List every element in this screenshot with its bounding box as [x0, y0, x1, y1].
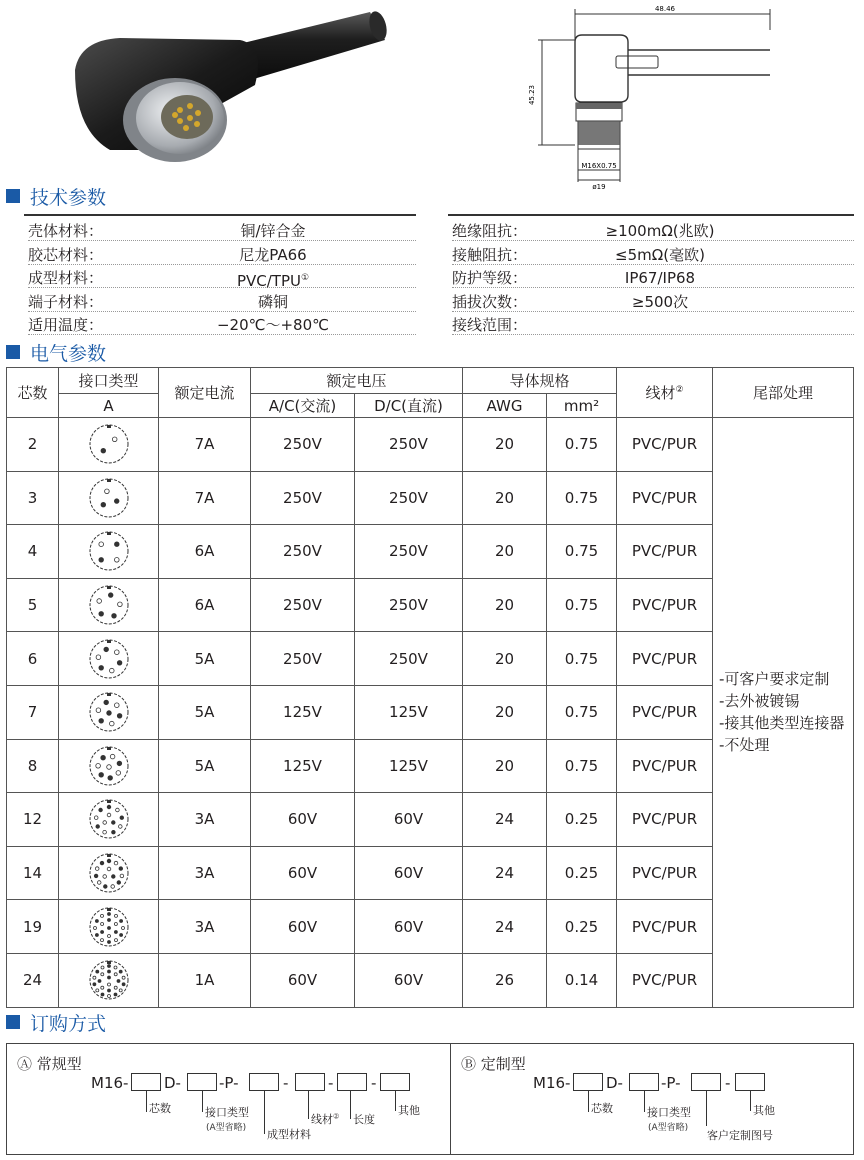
- cell-tail: [713, 418, 854, 1008]
- cell-mm: 0.25: [547, 846, 617, 900]
- cell-ac: 60V: [251, 953, 355, 1007]
- cell-dc: 60V: [355, 846, 463, 900]
- cell-dc: 250V: [355, 418, 463, 472]
- tech-row: [28, 220, 416, 242]
- order-b-cores-label: 芯数: [591, 1102, 613, 1115]
- header-awg: AWG: [463, 394, 547, 418]
- order-b-prefix: M16-: [533, 1074, 571, 1092]
- cell-wire: PVC/PUR: [617, 578, 713, 632]
- order-a-length-label: 长度: [353, 1113, 375, 1126]
- order-a-wire-box[interactable]: [295, 1073, 325, 1091]
- tech-value: PVC/TPU①: [236, 272, 310, 290]
- tail-option: -接其他类型连接器: [719, 714, 845, 733]
- tech-row: [28, 291, 416, 313]
- tech-value: IP67/IP68: [624, 269, 696, 287]
- cell-ac: 125V: [251, 685, 355, 739]
- tech-value: 尼龙PA66: [239, 245, 307, 264]
- cell-dc: 60V: [355, 953, 463, 1007]
- tech-rule-left: [24, 214, 416, 216]
- cell-wire: PVC/PUR: [617, 418, 713, 472]
- cell-cores: 5: [7, 578, 59, 632]
- header-dc: D/C(直流): [355, 394, 463, 418]
- cell-iface: [59, 471, 159, 525]
- order-a-dash2: -: [328, 1074, 334, 1092]
- cell-wire: PVC/PUR: [617, 739, 713, 793]
- order-a-cores-label: 芯数: [149, 1102, 171, 1115]
- cell-iface: [59, 739, 159, 793]
- header-cores: 芯数: [7, 368, 59, 418]
- tech-row: [452, 244, 854, 266]
- cell-mm: 0.14: [547, 953, 617, 1007]
- pin-layout-icon: [87, 958, 131, 1002]
- section-title: 订购方式: [30, 1012, 107, 1035]
- cell-wire: PVC/PUR: [617, 900, 713, 954]
- order-b-iface-note: (A型省略): [648, 1123, 689, 1133]
- diameter-dim: ø19: [592, 183, 606, 191]
- cell-cores: 7: [7, 685, 59, 739]
- tech-label: 壳体材料：: [28, 222, 104, 240]
- cell-dc: 250V: [355, 632, 463, 686]
- order-a-iface-note: (A型省略): [206, 1123, 247, 1133]
- order-divider: [450, 1044, 451, 1154]
- cell-awg: 24: [463, 846, 547, 900]
- cell-awg: 20: [463, 418, 547, 472]
- order-b-custom-label: 客户定制图号: [707, 1129, 773, 1142]
- section-title: 技术参数: [30, 186, 107, 209]
- order-a-d: D-: [164, 1074, 181, 1092]
- tech-label: 防护等级：: [452, 269, 528, 287]
- cell-ac: 250V: [251, 632, 355, 686]
- tech-value: ≤5mΩ(毫欧): [615, 245, 705, 264]
- cell-cores: 2: [7, 418, 59, 472]
- header-wire: 线材②: [617, 368, 713, 418]
- cell-dc: 125V: [355, 685, 463, 739]
- cell-cores: 24: [7, 953, 59, 1007]
- cell-ac: 250V: [251, 578, 355, 632]
- tech-label: 成型材料：: [28, 269, 104, 287]
- tech-value: −20℃～+80℃: [216, 316, 330, 334]
- tech-row: [452, 291, 854, 313]
- height-dim: 45.23: [528, 84, 536, 106]
- tech-row: [28, 267, 416, 289]
- cell-current: 3A: [159, 793, 251, 847]
- order-b-dash: -: [725, 1074, 731, 1092]
- header-conductor: 导体规格: [463, 368, 617, 394]
- pin-layout-icon: [87, 797, 131, 841]
- cell-mm: 0.25: [547, 900, 617, 954]
- section-order-heading: [6, 1010, 106, 1034]
- cell-ac: 60V: [251, 900, 355, 954]
- cell-ac: 60V: [251, 846, 355, 900]
- cell-wire: PVC/PUR: [617, 525, 713, 579]
- section-marker-icon: [6, 1015, 20, 1029]
- order-a-mold-label: 成型材料: [267, 1128, 311, 1141]
- order-b-cores-box[interactable]: [573, 1073, 603, 1091]
- cell-mm: 0.75: [547, 418, 617, 472]
- cell-iface: [59, 685, 159, 739]
- tech-label: 绝缘阻抗：: [452, 222, 528, 240]
- cell-cores: 12: [7, 793, 59, 847]
- cell-mm: 0.75: [547, 685, 617, 739]
- tech-value: 磷铜: [257, 292, 289, 311]
- cell-mm: 0.25: [547, 793, 617, 847]
- cell-iface: [59, 846, 159, 900]
- header-mm: mm²: [547, 394, 617, 418]
- tech-label: 胶芯材料：: [28, 245, 104, 264]
- table-row: [7, 418, 854, 472]
- cell-wire: PVC/PUR: [617, 793, 713, 847]
- tech-value: 铜/锌合金: [240, 222, 306, 240]
- pin-layout-icon: [87, 744, 131, 788]
- order-a-length-box[interactable]: [337, 1073, 367, 1091]
- cell-awg: 20: [463, 739, 547, 793]
- order-a-dash3: -: [371, 1074, 377, 1092]
- cell-cores: 3: [7, 471, 59, 525]
- order-a-p: -P-: [219, 1074, 239, 1092]
- tech-row: [28, 314, 416, 336]
- header-voltage: 额定电压: [251, 368, 463, 394]
- cell-ac: 60V: [251, 793, 355, 847]
- order-b-d: D-: [606, 1074, 623, 1092]
- cell-current: 5A: [159, 739, 251, 793]
- thread-dim: M16X0.75: [581, 162, 617, 170]
- order-b-iface-box[interactable]: [629, 1073, 659, 1091]
- order-a-cores-box[interactable]: [131, 1073, 161, 1091]
- tech-value: ≥500次: [631, 292, 689, 311]
- cell-dc: 250V: [355, 578, 463, 632]
- tech-row: [452, 220, 854, 242]
- order-b-p: -P-: [661, 1074, 681, 1092]
- cell-awg: 20: [463, 632, 547, 686]
- cell-iface: [59, 953, 159, 1007]
- section-tech-heading: [6, 184, 106, 208]
- tech-row: [452, 314, 854, 336]
- cell-iface: [59, 632, 159, 686]
- tech-label: 接线范围：: [452, 316, 528, 334]
- order-panel: [6, 1043, 854, 1155]
- dimension-drawing: [520, 0, 820, 195]
- cell-dc: 250V: [355, 525, 463, 579]
- cell-wire: PVC/PUR: [617, 632, 713, 686]
- connector-photo: [40, 0, 400, 165]
- section-elec-heading: [6, 340, 106, 364]
- cell-mm: 0.75: [547, 578, 617, 632]
- cell-awg: 26: [463, 953, 547, 1007]
- header-iface: 接口类型: [59, 368, 159, 394]
- order-a-iface-label: 接口类型: [205, 1106, 249, 1119]
- pin-layout-icon: [87, 637, 131, 681]
- order-a-title: Ⓐ 常规型: [17, 1055, 82, 1073]
- cell-iface: [59, 418, 159, 472]
- width-dim: 48.46: [654, 5, 676, 13]
- order-a-wire-label: 线材②: [311, 1112, 340, 1126]
- cell-awg: 20: [463, 471, 547, 525]
- order-b-other-label: 其他: [753, 1104, 775, 1117]
- cell-dc: 60V: [355, 900, 463, 954]
- cell-cores: 6: [7, 632, 59, 686]
- cell-awg: 20: [463, 578, 547, 632]
- cell-current: 3A: [159, 846, 251, 900]
- cell-wire: PVC/PUR: [617, 685, 713, 739]
- cell-dc: 250V: [355, 471, 463, 525]
- pin-layout-icon: [87, 851, 131, 895]
- pin-layout-icon: [87, 476, 131, 520]
- pin-layout-icon: [87, 905, 131, 949]
- cell-current: 7A: [159, 471, 251, 525]
- electrical-table: [6, 367, 854, 1008]
- header-tail: 尾部处理: [713, 368, 854, 418]
- tail-option: -可客户要求定制: [719, 670, 830, 689]
- cell-dc: 60V: [355, 793, 463, 847]
- tail-option: -去外被镀锡: [719, 692, 800, 711]
- cell-awg: 20: [463, 685, 547, 739]
- section-marker-icon: [6, 189, 20, 203]
- cell-mm: 0.75: [547, 471, 617, 525]
- cell-iface: [59, 525, 159, 579]
- cell-cores: 14: [7, 846, 59, 900]
- order-a-dash1: -: [283, 1074, 289, 1092]
- cell-current: 7A: [159, 418, 251, 472]
- section-marker-icon: [6, 345, 20, 359]
- tech-row: [28, 244, 416, 266]
- cell-ac: 250V: [251, 471, 355, 525]
- cell-wire: PVC/PUR: [617, 471, 713, 525]
- tech-rule-right: [448, 214, 854, 216]
- cell-iface: [59, 793, 159, 847]
- order-a-iface-box[interactable]: [187, 1073, 217, 1091]
- cell-wire: PVC/PUR: [617, 846, 713, 900]
- cell-iface: [59, 900, 159, 954]
- cell-mm: 0.75: [547, 739, 617, 793]
- cell-current: 1A: [159, 953, 251, 1007]
- cell-current: 5A: [159, 632, 251, 686]
- cell-mm: 0.75: [547, 632, 617, 686]
- order-a-other-box[interactable]: [380, 1073, 410, 1091]
- pin-layout-icon: [87, 583, 131, 627]
- cell-wire: PVC/PUR: [617, 953, 713, 1007]
- cell-awg: 20: [463, 525, 547, 579]
- tech-label: 端子材料：: [28, 292, 104, 311]
- cell-cores: 19: [7, 900, 59, 954]
- tech-label: 接触阻抗：: [452, 245, 528, 264]
- section-title: 电气参数: [30, 342, 107, 365]
- cell-ac: 125V: [251, 739, 355, 793]
- cell-cores: 4: [7, 525, 59, 579]
- cell-current: 3A: [159, 900, 251, 954]
- cell-ac: 250V: [251, 418, 355, 472]
- order-a-prefix: M16-: [91, 1074, 129, 1092]
- cell-awg: 24: [463, 900, 547, 954]
- tech-label: 适用温度：: [28, 316, 104, 334]
- cell-awg: 24: [463, 793, 547, 847]
- order-a-mold-box[interactable]: [249, 1073, 279, 1091]
- order-b-title: Ⓑ 定制型: [461, 1055, 526, 1073]
- tail-option: -不处理: [719, 736, 770, 755]
- cell-current: 6A: [159, 578, 251, 632]
- cell-dc: 125V: [355, 739, 463, 793]
- order-b-other-box[interactable]: [735, 1073, 765, 1091]
- order-b-iface-label: 接口类型: [647, 1106, 691, 1119]
- order-b-custom-box[interactable]: [691, 1073, 721, 1091]
- header-current: 额定电流: [159, 368, 251, 418]
- cell-current: 5A: [159, 685, 251, 739]
- cell-cores: 8: [7, 739, 59, 793]
- cell-iface: [59, 578, 159, 632]
- tech-row: [452, 267, 854, 289]
- cell-mm: 0.75: [547, 525, 617, 579]
- header-iface-sub: A: [59, 394, 159, 418]
- cell-ac: 250V: [251, 525, 355, 579]
- pin-layout-icon: [87, 529, 131, 573]
- tech-label: 插拔次数：: [452, 292, 528, 311]
- header-ac: A/C(交流): [251, 394, 355, 418]
- pin-layout-icon: [87, 690, 131, 734]
- cell-current: 6A: [159, 525, 251, 579]
- order-a-other-label: 其他: [398, 1104, 420, 1117]
- pin-layout-icon: [87, 422, 131, 466]
- tech-value: ≥100mΩ(兆欧): [605, 222, 715, 240]
